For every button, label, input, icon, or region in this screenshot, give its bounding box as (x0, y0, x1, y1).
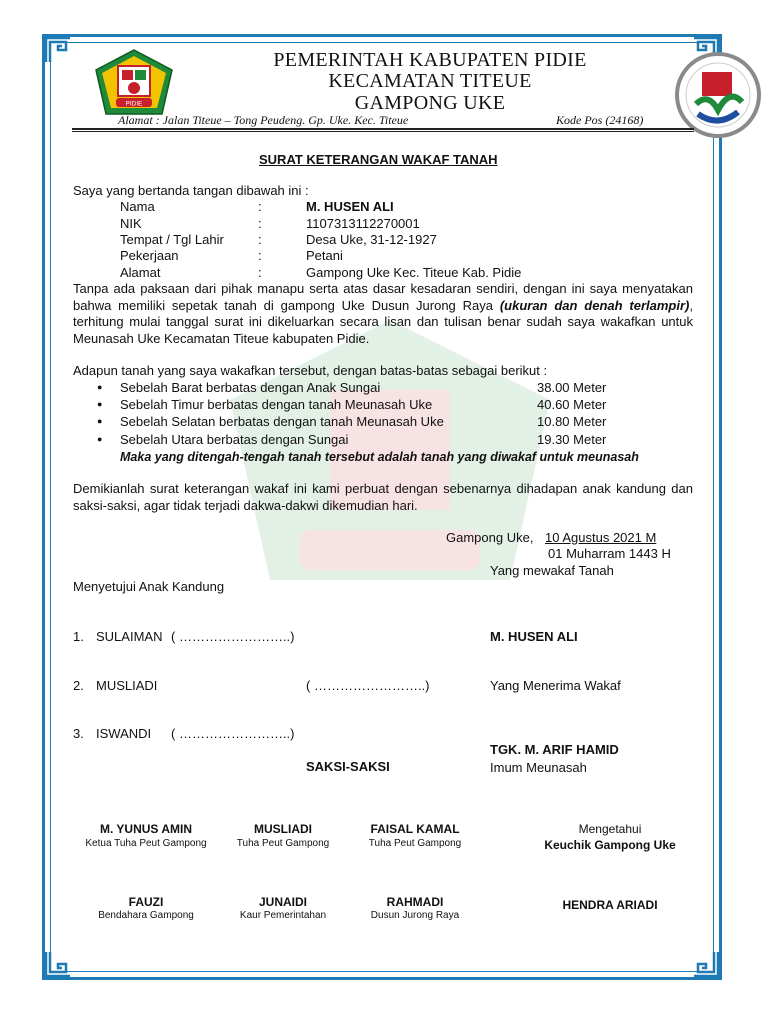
border-north-size: 19.30 Meter (537, 432, 607, 447)
header-line-2: KECAMATAN TITEUE (328, 70, 532, 92)
border-south-size: 10.80 Meter (537, 414, 607, 429)
date-gregorian: 10 Agustus 2021 M (545, 530, 657, 545)
border-south-text: Sebelah Selatan berbatas dengan tanah Meunasah Uke (120, 414, 444, 429)
child-number: 2. (73, 678, 84, 693)
witness-role: Tuha Peut Gampong (368, 838, 462, 849)
child-name-2: MUSLIADI (96, 678, 158, 693)
field-value-job: Petani (306, 248, 343, 263)
child-signature-line-3: ( ……………………..) (171, 726, 295, 741)
header-line-1: PEMERINTAH KABUPATEN PIDIE (273, 49, 587, 71)
field-label-nik: NIK (120, 216, 142, 231)
field-label-job: Pekerjaan (120, 248, 179, 263)
header-postcode: Kode Pos (24168) (556, 113, 644, 127)
bullet-dot: ● (97, 399, 103, 409)
receiver-name: TGK. M. ARIF HAMID (490, 742, 619, 757)
witness-name: JUNAIDI (258, 895, 307, 909)
witness-name: FAUZI (128, 895, 164, 909)
corner-ornament-bottom-right (692, 950, 720, 978)
witness-heading: SAKSI-SAKSI (306, 759, 390, 774)
svg-text:PIDIE: PIDIE (125, 100, 143, 108)
witness-name: RAHMADI (386, 895, 444, 909)
borders-intro: Adapun tanah yang saya wakafkan tersebut, dengan batas-batas sebagai berikut : (73, 363, 548, 378)
document-title: SURAT KETERANGAN WAKAF TANAH (259, 152, 498, 167)
letterhead-rule-thin (72, 131, 694, 132)
border-north-text: Sebelah Utara berbatas dengan Sungai (120, 432, 349, 447)
field-value-address: Gampong Uke Kec. Titeue Kab. Pidie (306, 265, 522, 280)
known-role: Keuchik Gampong Uke (544, 838, 676, 852)
field-sep: : (258, 216, 262, 231)
known-name: HENDRA ARIADI (562, 898, 658, 912)
wakif-label: Yang mewakaf Tanah (490, 563, 614, 578)
witness-role: Ketua Tuha Peut Gampong (85, 838, 207, 849)
border-east-size: 40.60 Meter (537, 397, 607, 412)
child-name-1: SULAIMAN (96, 629, 163, 644)
child-number: 1. (73, 629, 84, 644)
header-line-3: GAMPONG UKE (354, 92, 506, 114)
letterhead-rule (72, 128, 694, 130)
border-east-text: Sebelah Timur berbatas dengan tanah Meunasah Uke (120, 397, 433, 412)
witness-name: MUSLIADI (254, 822, 312, 836)
wakif-name: M. HUSEN ALI (490, 629, 578, 644)
date-hijri: 01 Muharram 1443 H (548, 546, 671, 561)
statement-text-end: , terhitung mulai tanggal surat ini dikeluarkan secara lisan dan tulisan benar sudah saya wakafkan untuk Meunasah Uke Kecamatan Titeue kabupaten Pidie. (73, 297, 693, 346)
ministry-logo (668, 52, 768, 138)
field-label-birth: Tempat / Tgl Lahir (120, 232, 224, 247)
statement-text: Tanpa ada paksaan dari pihak manapu serta atas dasar kesadaran sendiri, dengan ini saya menyatakan bahwa memiliki sepetak tanah di gampong Uke Dusun Jurong Raya (73, 281, 693, 313)
closing-paragraph: Demikianlah surat keterangan wakaf ini kami perbuat dengan sebenarnya dihadapan anak kandung dan saksi-saksi, agar tidak terjadi dakwa-dakwi dikemudian hari. (73, 481, 693, 513)
witness-role: Kaur Pemerintahan (239, 910, 327, 921)
place-label: Gampong Uke, (446, 530, 534, 545)
receiver-label: Yang Menerima Wakaf (490, 678, 621, 693)
child-name-3: ISWANDI (96, 726, 152, 741)
field-label-name: Nama (120, 199, 155, 214)
field-sep: : (258, 199, 262, 214)
field-label-address: Alamat (120, 265, 161, 280)
field-value-name: M. HUSEN ALI (306, 199, 394, 214)
intro-text: Saya yang bertanda tangan dibawah ini : (73, 183, 309, 198)
bullet-dot: ● (97, 434, 103, 444)
land-note: Maka yang ditengah-tengah tanah tersebut adalah tanah yang diwakaf untuk meunasah (120, 450, 639, 464)
child-signature-line-2: ( ……………………..) (306, 678, 430, 693)
border-west-size: 38.00 Meter (537, 380, 607, 395)
witness-role: Bendahara Gampong (98, 910, 194, 921)
statement-paragraph (73, 281, 693, 347)
field-value-nik: 1107313112270001 (306, 216, 420, 231)
field-sep: : (258, 232, 262, 247)
witness-role: Tuha Peut Gampong (236, 838, 330, 849)
border-west-text: Sebelah Barat berbatas dengan Anak Sungai (120, 380, 381, 395)
statement-attachment-note: (ukuran dan denah terlampir) (499, 297, 690, 313)
witness-name: FAISAL KAMAL (370, 822, 460, 836)
corner-ornament-bottom-left (44, 950, 72, 978)
field-sep: : (258, 248, 262, 263)
regency-logo (94, 48, 174, 118)
header-address: Alamat : Jalan Titeue – Tong Peudeng. Gp. Uke. Kec. Titeue (118, 113, 409, 127)
field-value-birth: Desa Uke, 31-12-1927 (306, 232, 437, 247)
field-sep: : (258, 265, 262, 280)
receiver-role: Imum Meunasah (490, 760, 587, 775)
known-label: Mengetahui (578, 822, 642, 836)
bullet-dot: ● (97, 382, 103, 392)
witness-name: M. YUNUS AMIN (99, 822, 192, 836)
bullet-dot: ● (97, 416, 103, 426)
child-number: 3. (73, 726, 84, 741)
witness-role: Dusun Jurong Raya (370, 910, 460, 921)
approve-label: Menyetujui Anak Kandung (73, 579, 225, 594)
corner-ornament-top-left (44, 36, 72, 64)
child-signature-line-1: ( ……………………..) (171, 629, 295, 644)
